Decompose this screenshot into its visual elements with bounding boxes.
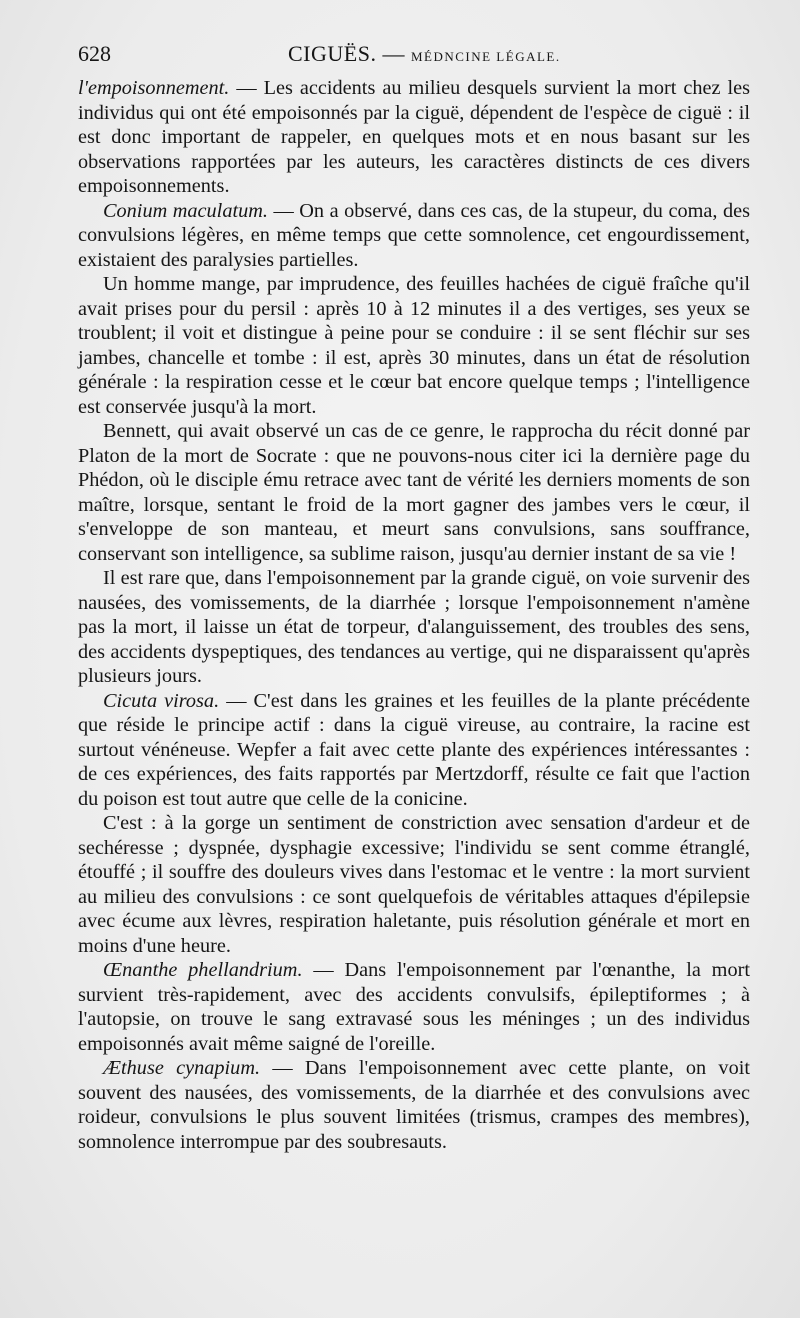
paragraph-2-text: — On a observé, dans ces cas, de la stupeur, du coma, des convulsions légères, en même temps que cette somnolence, cet engourdissement, existaient des paralysies partielles.	[78, 199, 750, 271]
paragraph-8	[78, 958, 750, 1056]
paragraph-2	[78, 199, 750, 273]
paragraph-9-term: Æthuse cynapium.	[103, 1057, 261, 1079]
paragraph-8-text: — Dans l'empoisonnement par l'œnanthe, la mort survient très-rapidement, avec des accidents convulsifs, épileptiformes ; à l'autopsie, on trouve le sang extravasé sous les méninges ; un des individus empoisonnés avait même saigné de l'oreille.	[78, 959, 750, 1055]
paragraph-9	[78, 1056, 750, 1154]
paragraph-2-term: Conium maculatum.	[103, 199, 268, 222]
page-number: 628	[78, 41, 111, 66]
running-head-title: CIGUËS.	[288, 41, 377, 66]
paragraph-1	[78, 76, 750, 199]
paragraph-6-text: — C'est dans les graines et les feuilles de la plante précédente que réside le principe actif : dans la ciguë vireuse, au contraire, la racine est surtout vénéneuse. Wepfer a fait avec cette plante des expériences intéressantes : de ces expériences, des faits rapportés par Mertzdorff, résulte ce fait que l'action du poison est tout autre que celle de la conicine.	[78, 689, 751, 810]
paragraph-6-term: Cicuta virosa.	[103, 689, 220, 712]
paragraph-7	[78, 811, 750, 958]
running-head-subtitle: MÉDNCINE LÉGALE.	[410, 49, 561, 64]
running-head	[288, 36, 561, 75]
paragraph-5	[78, 566, 750, 689]
paragraph-5-text: Il est rare que, dans l'empoisonnement par la grande ciguë, on voie survenir des nausées, des vomissements, de la diarrhée ; lorsque l'empoisonnement n'amène pas la mort, il laisse un état de torpeur, d'alanguissement, des troubles des sens, des accidents dyspeptiques, des tendances au vertige, qui ne disparaissent qu'après plusieurs jours.	[78, 567, 750, 687]
paragraph-9-text: — Dans l'empoisonnement avec cette plante, on voit souvent des nausées, des vomissements, de la diarrhée et des convulsions avec roideur, convulsions le plus souvent limitées (trismus, crampes des membres), somnolence interrompue par des soubresauts.	[78, 1057, 750, 1153]
paragraph-6	[78, 689, 750, 812]
paragraph-4	[78, 419, 750, 566]
paragraph-4-text: Bennett, qui avait observé un cas de ce genre, le rapprocha du récit donné par Platon de la mort de Socrate : que ne pouvons-nous citer ici la dernière page du Phédon, où le disciple ému retrace avec tant de vérité les derniers moments de son maître, lorsque, sentant le froid de la mort gagner des jambes vers le cœur, il s'enveloppe de son manteau, et meurt sans convulsions, sans souffrance, conservant son intelligence, sa sublime raison, jusqu'au dernier instant de sa vie !	[78, 420, 750, 565]
paragraph-8-term: Œnanthe phellandrium.	[103, 959, 303, 981]
running-head-dash: —	[382, 41, 405, 66]
paragraph-3	[78, 272, 750, 419]
page-header	[78, 36, 750, 72]
paragraph-1-text: — Les accidents au milieu desquels survient la mort chez les individus qui ont été empoisonnés par la ciguë, dépendent de l'espèce de ciguë : il est donc important de rappeler, en quelques mots et en nous basant sur les observations rapportées par les auteurs, les caractères distincts de ces divers empoisonnements.	[78, 77, 750, 197]
paragraph-7-text: C'est : à la gorge un sentiment de constriction avec sensation d'ardeur et de sechéresse ; dyspnée, dysphagie excessive; l'individu se sent comme étranglé, étouffé ; il souffre des douleurs vives dans l'estomac et le ventre : la mort survient au milieu des convulsions : ce sont quelquefois de véritables attaques d'épilepsie avec écume aux lèvres, respiration haletante, puis résolution générale et mort en moins d'une heure.	[78, 812, 750, 957]
paragraph-3-text: Un homme mange, par imprudence, des feuilles hachées de ciguë fraîche qu'il avait prises pour du persil : après 10 à 12 minutes il a des vertiges, ses yeux se troublent; il voit et distingue à peine pour se conduire : il se sent fléchir sur ses jambes, chancelle et tombe : il est, après 30 minutes, dans un état de résolution générale : la respiration cesse et le cœur bat encore quelque temps ; l'intelligence est conservée jusqu'à la mort.	[78, 273, 750, 418]
paragraph-1-term: l'empoisonnement.	[78, 77, 230, 99]
body-text	[78, 76, 750, 1154]
